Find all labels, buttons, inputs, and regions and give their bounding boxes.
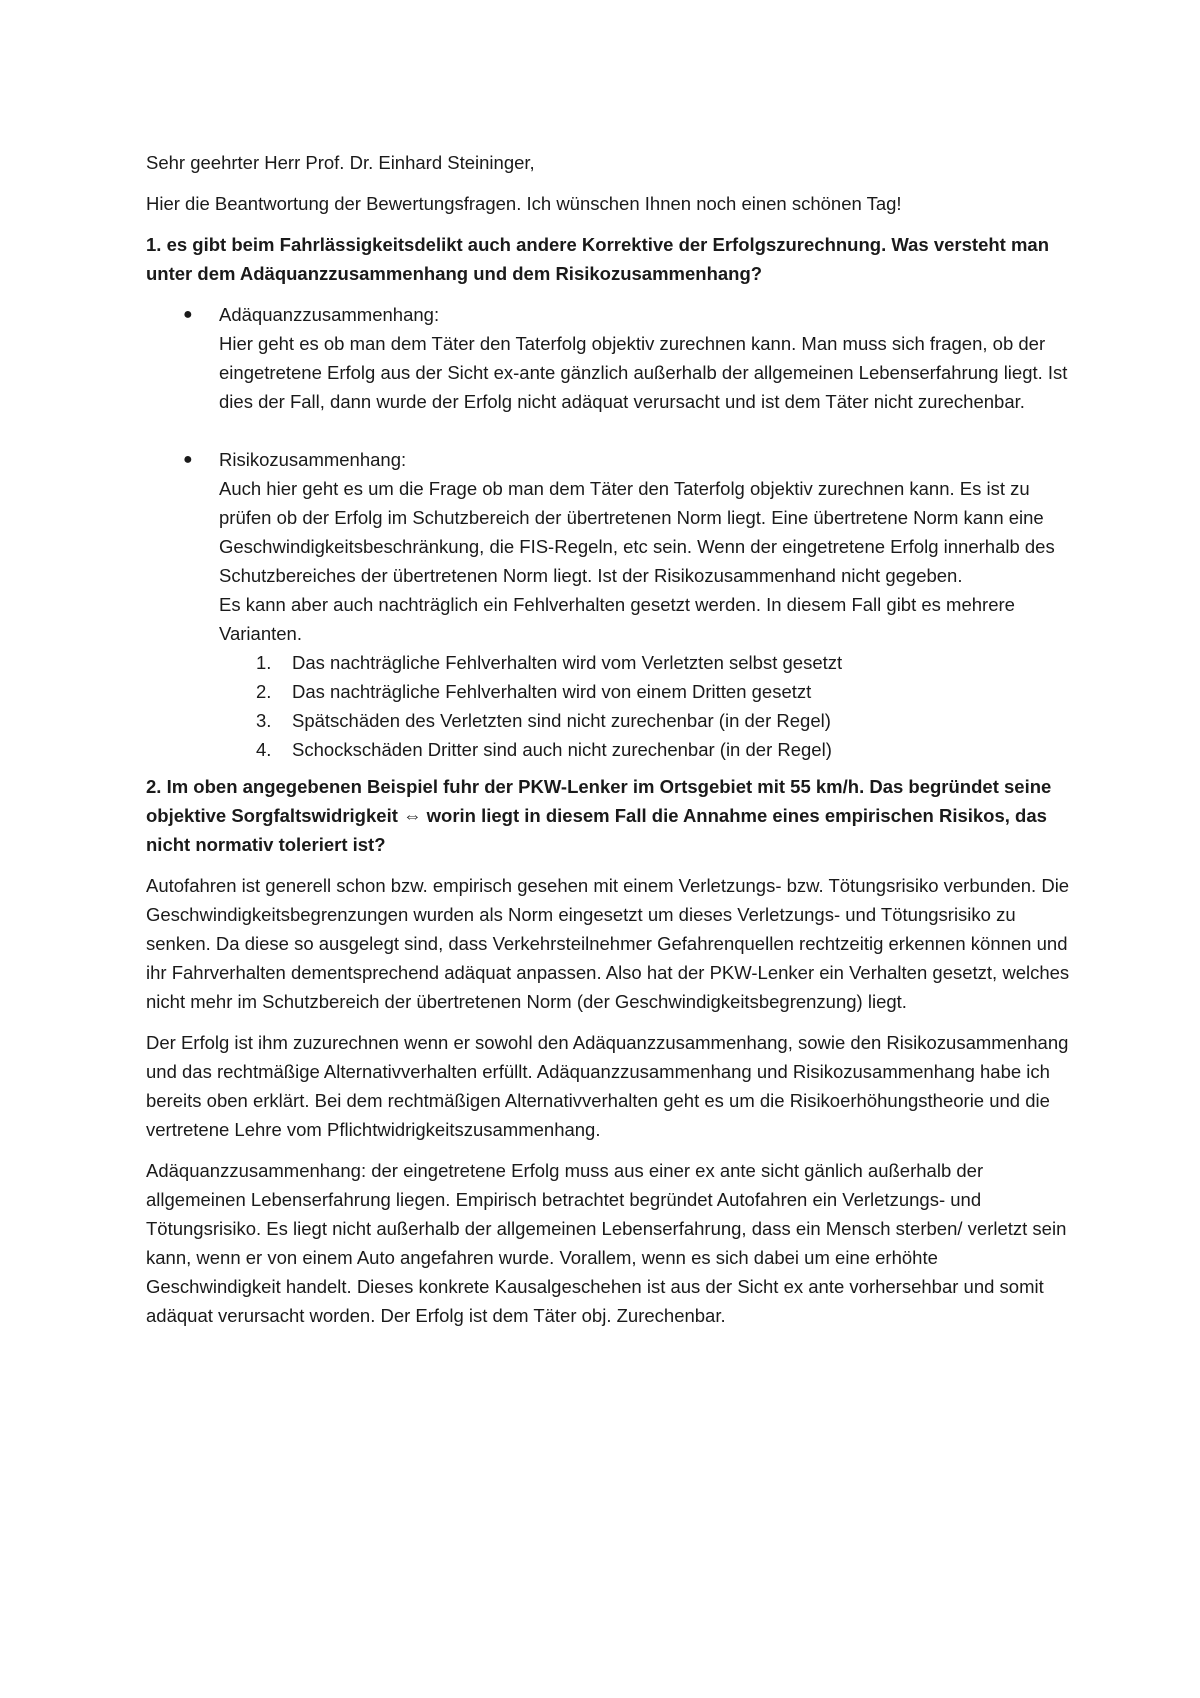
bullet-title: Risikozusammenhang: <box>219 449 407 470</box>
bullet-text: Hier geht es ob man dem Täter den Taterfolg objektiv zurechnen kann. Man muss sich fragen, ob der eingetretene Erfolg aus der Sicht ex-ante gänzlich außerhalb der allgemeinen Lebenserfahrung liegt. Ist dies der Fall, dann wurde der Erfolg nicht adäquat verursacht und ist dem Täter nicht zurechenbar. <box>219 333 1068 412</box>
bullet-item-risiko <box>146 445 1076 764</box>
answer-paragraph: Adäquanzzusammenhang: der eingetretene Erfolg muss aus einer ex ante sicht gänlich außerhalb der allgemeinen Lebenserfahrung liegen. Empirisch betrachtet begründet Autofahren ein Verletzungs- und Tötungsrisiko. Es liegt nicht außerhalb der allgemeinen Lebenserfahrung, dass ein Mensch sterben/ verletzt sein kann, wenn er von einem Auto angefahren wurde. Vorallem, wenn es sich dabei um eine erhöhte Geschwindigkeit handelt. Dieses konkrete Kausalgeschehen ist aus der Sicht ex ante vorhersehbar und somit adäquat verursacht worden. Der Erfolg ist dem Täter obj. Zurechenbar. <box>146 1160 1067 1326</box>
list-item <box>219 706 1076 735</box>
answer-paragraph: Der Erfolg ist ihm zuzurechnen wenn er sowohl den Adäquanzzusammenhang, sowie den Risikozusammenhang und das rechtmäßige Alternativverhalten erfüllt. Adäquanzzusammenhang und Risikozusammenhang habe ich bereits oben erklärt. Bei dem rechtmäßigen Alternativverhalten geht es um die Risikoerhöhungstheorie und die vertretene Lehre vom Pflichtwidrigkeitszusammenhang. <box>146 1032 1069 1140</box>
list-item-text: Das nachträgliche Fehlverhalten wird von einem Dritten gesetzt <box>292 681 812 702</box>
intro-text: Hier die Beantwortung der Bewertungsfragen. Ich wünschen Ihnen noch einen schönen Tag! <box>146 193 902 214</box>
variants-list <box>219 648 1076 764</box>
bullet-item-adaequanz <box>146 300 1076 416</box>
bullet-icon: ● <box>183 451 193 468</box>
list-item <box>219 677 1076 706</box>
bullet-title: Adäquanzzusammenhang: <box>219 304 440 325</box>
list-item-text: Das nachträgliche Fehlverhalten wird vom Verletzten selbst gesetzt <box>292 652 843 673</box>
question-1: 1. es gibt beim Fahrlässigkeitsdelikt auch andere Korrektive der Erfolgszurechnung. Was versteht man unter dem Adäquanzzusammenhang und dem Risikozusammenhang? <box>146 234 1050 284</box>
bullet-icon: ● <box>183 306 193 323</box>
list-number: 3. <box>256 710 272 731</box>
question-2: 2. Im oben angegebenen Beispiel fuhr der PKW-Lenker im Ortsgebiet mit 55 km/h. Das begründet seine objektive Sorgfaltswidrigkeit ⇔ worin liegt in diesem Fall die Annahme eines empirischen Risikos, das nicht normativ toleriert ist? <box>146 776 1052 855</box>
list-number: 2. <box>256 681 272 702</box>
answer-paragraph: Autofahren ist generell schon bzw. empirisch gesehen mit einem Verletzungs- bzw. Tötungsrisiko verbunden. Die Geschwindigkeitsbegrenzungen wurden als Norm eingesetzt um dieses Verletzungs- und Tötungsrisiko zu senken. Da diese so ausgelegt sind, dass Verkehrsteilnehmer Gefahrenquellen rechtzeitig erkennen können und ihr Fahrverhalten dementsprechend adäquat anpassen. Also hat der PKW-Lenker ein Verhalten gesetzt, welches nicht mehr im Schutzbereich der übertretenen Norm (der Geschwindigkeitsbegrenzung) liegt. <box>146 875 1070 1012</box>
bullet-text-continued: Es kann aber auch nachträglich ein Fehlverhalten gesetzt werden. In diesem Fall gibt es mehrere Varianten. <box>219 594 1015 644</box>
list-item-text: Spätschäden des Verletzten sind nicht zurechenbar (in der Regel) <box>292 710 831 731</box>
list-item-text: Schockschäden Dritter sind auch nicht zurechenbar (in der Regel) <box>292 739 832 760</box>
list-item <box>219 648 1076 677</box>
list-item <box>219 735 1076 764</box>
greeting: Sehr geehrter Herr Prof. Dr. Einhard Steininger, <box>146 152 535 173</box>
document-page <box>146 148 1076 1342</box>
list-number: 1. <box>256 652 272 673</box>
bullet-text: Auch hier geht es um die Frage ob man dem Täter den Taterfolg objektiv zurechnen kann. Es ist zu prüfen ob der Erfolg im Schutzbereich der übertretenen Norm liegt. Eine übertretene Norm kann eine Geschwindigkeitsbeschränkung, die FIS-Regeln, etc sein. Wenn der eingetretene Erfolg innerhalb des Schutzbereiches der übertretenen Norm liegt. Ist der Risikozusammenhand nicht gegeben. <box>219 478 1055 586</box>
q1-bullet-list <box>146 300 1076 764</box>
list-number: 4. <box>256 739 272 760</box>
